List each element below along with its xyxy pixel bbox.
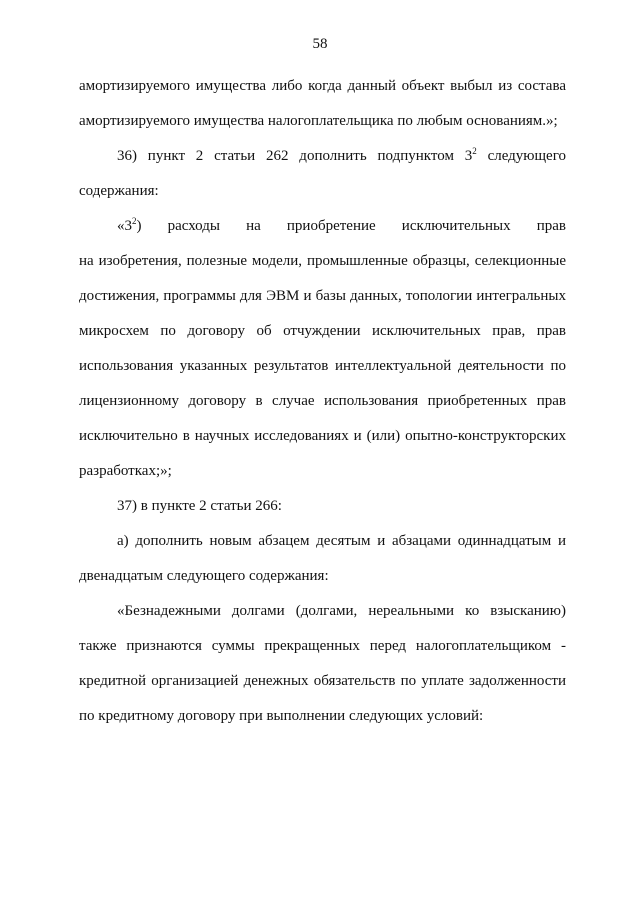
text-line: по кредитному договору при выполнении следующих условий: [79,708,484,724]
text-line: 37) в пункте 2 статьи 266: [117,498,282,514]
text-line: лицензионному договору в случае использования приобретенных прав [79,393,566,409]
text-line: а) дополнить новым абзацем десятым и абзацами одиннадцатым и [117,533,566,549]
superscript: 2 [132,216,137,226]
text-line: 36) пункт 2 статьи 262 дополнить подпунктом $3^2$ следующего [117,146,566,164]
text-line: исключительно в научных исследованиях и (или) опытно-конструкторских [79,428,566,444]
text-line: амортизируемого имущества налогоплательщика по любым основаниям.»; [79,113,558,129]
text-line: на изобретения, полезные модели, промышленные образцы, селекционные [79,253,566,269]
text-line: разработках;»; [79,463,172,479]
text-line: кредитной организацией денежных обязательств по уплате задолженности [79,673,566,689]
text-line: также признаются суммы прекращенных перед налогоплательщиком - [79,638,566,654]
page-number: 58 [312,36,328,52]
text-line: амортизируемого имущества либо когда данный объект выбыл из состава [79,78,566,94]
text-line: достижения, программы для ЭВМ и базы данных, топологии интегральных [79,288,566,304]
text-line: микросхем по договору об отчуждении исключительных прав, прав [79,323,566,339]
text-line: «$3^2$) расходы на приобретение исключительных прав [117,216,566,234]
text-line: «Безнадежными долгами (долгами, нереальными ко взысканию) [117,603,566,619]
text-line: двенадцатым следующего содержания: [79,568,329,584]
superscript: 2 [472,146,477,156]
text-line: содержания: [79,183,159,199]
text-line: использования указанных результатов интеллектуальной деятельности по [79,358,566,374]
